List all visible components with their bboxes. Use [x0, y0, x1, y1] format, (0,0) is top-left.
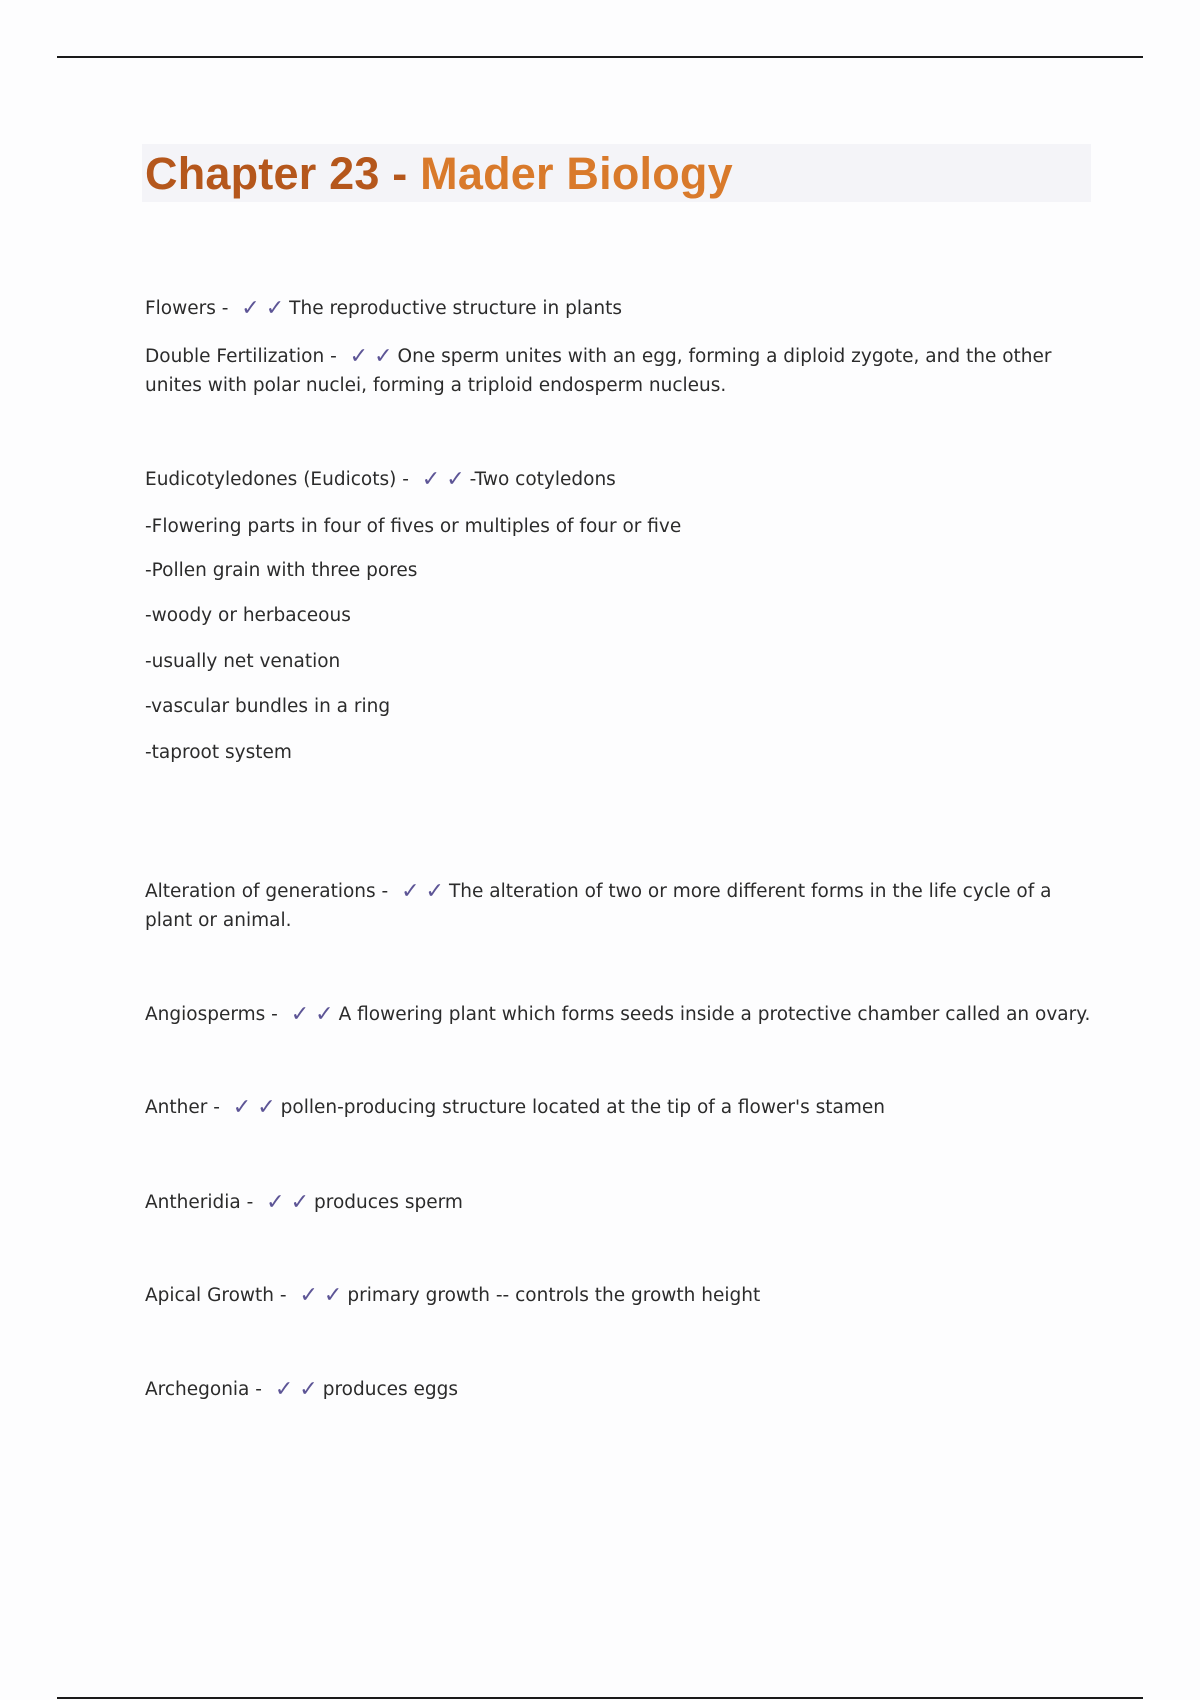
- check-icon: ✓: [265, 296, 285, 321]
- check-icon: ✓: [290, 1002, 310, 1027]
- page-title: [145, 146, 733, 202]
- flashcard-entry: [145, 342, 1090, 400]
- check-icon: ✓: [266, 1190, 285, 1215]
- check-icon: ✓: [257, 1095, 276, 1120]
- flashcard-entry: [145, 1000, 1090, 1029]
- term: Double Fertilization -: [145, 346, 343, 367]
- flashcard-entry: [145, 1093, 1090, 1122]
- eudicot-trait: -woody or herbaceous: [145, 605, 351, 626]
- check-icon: ✓: [446, 467, 465, 492]
- term: Eudicotyledones (Eudicots) -: [145, 469, 415, 490]
- definition: A flowering plant which forms seeds inside a protective chamber called an ovary.: [338, 1004, 1091, 1025]
- check-icon: ✓: [299, 1377, 318, 1402]
- check-icon: ✓: [401, 879, 420, 904]
- term: Antheridia -: [145, 1192, 260, 1213]
- check-icon: ✓: [323, 1283, 343, 1308]
- title-subject: Mader Biology: [420, 148, 733, 199]
- top-rule: [57, 56, 1143, 58]
- flashcard-entry: [145, 877, 1090, 935]
- flashcard-entry: [145, 1188, 1090, 1217]
- definition: produces eggs: [322, 1379, 459, 1400]
- term: Alteration of generations -: [145, 881, 395, 902]
- eudicot-trait: -Pollen grain with three pores: [145, 560, 418, 581]
- check-icon: ✓: [374, 344, 393, 369]
- definition: One sperm unites with an egg, forming a diploid zygote, and the other unites with polar nuclei, forming a triploid endosperm nucleus.: [145, 346, 1052, 396]
- check-icon: ✓: [232, 1095, 252, 1120]
- check-icon: ✓: [315, 1002, 334, 1027]
- eudicot-trait: -usually net venation: [145, 651, 341, 672]
- eudicot-trait: -taproot system: [145, 742, 292, 763]
- definition: primary growth -- controls the growth height: [347, 1285, 761, 1306]
- check-icon: ✓: [349, 344, 369, 369]
- term: Archegonia -: [145, 1379, 268, 1400]
- check-icon: ✓: [274, 1377, 294, 1402]
- flashcard-entry: [145, 1281, 1090, 1310]
- flashcard-entry: [145, 1375, 1090, 1404]
- flashcard-entry: [145, 294, 1090, 323]
- definition: The alteration of two or more different forms in the life cycle of a plant or animal.: [145, 881, 1052, 931]
- definition: produces sperm: [314, 1192, 463, 1213]
- definition: -Two cotyledons: [469, 469, 616, 490]
- flashcard-entry: [145, 465, 1090, 494]
- definition: pollen-producing structure located at the tip of a flower's stamen: [280, 1097, 885, 1118]
- check-icon: ✓: [241, 296, 260, 321]
- eudicot-trait: -vascular bundles in a ring: [145, 696, 391, 717]
- eudicot-trait: -Flowering parts in four of fives or multiples of four or five: [145, 516, 682, 537]
- definition: The reproductive structure in plants: [289, 298, 622, 319]
- term: Flowers -: [145, 298, 235, 319]
- term: Apical Growth -: [145, 1285, 293, 1306]
- check-icon: ✓: [425, 879, 444, 904]
- bottom-rule: [57, 1697, 1143, 1699]
- term: Angiosperms -: [145, 1004, 284, 1025]
- term: Anther -: [145, 1097, 226, 1118]
- check-icon: ✓: [299, 1283, 318, 1308]
- check-icon: ✓: [421, 467, 441, 492]
- title-chapter: Chapter 23 -: [145, 148, 421, 199]
- check-icon: ✓: [290, 1190, 310, 1215]
